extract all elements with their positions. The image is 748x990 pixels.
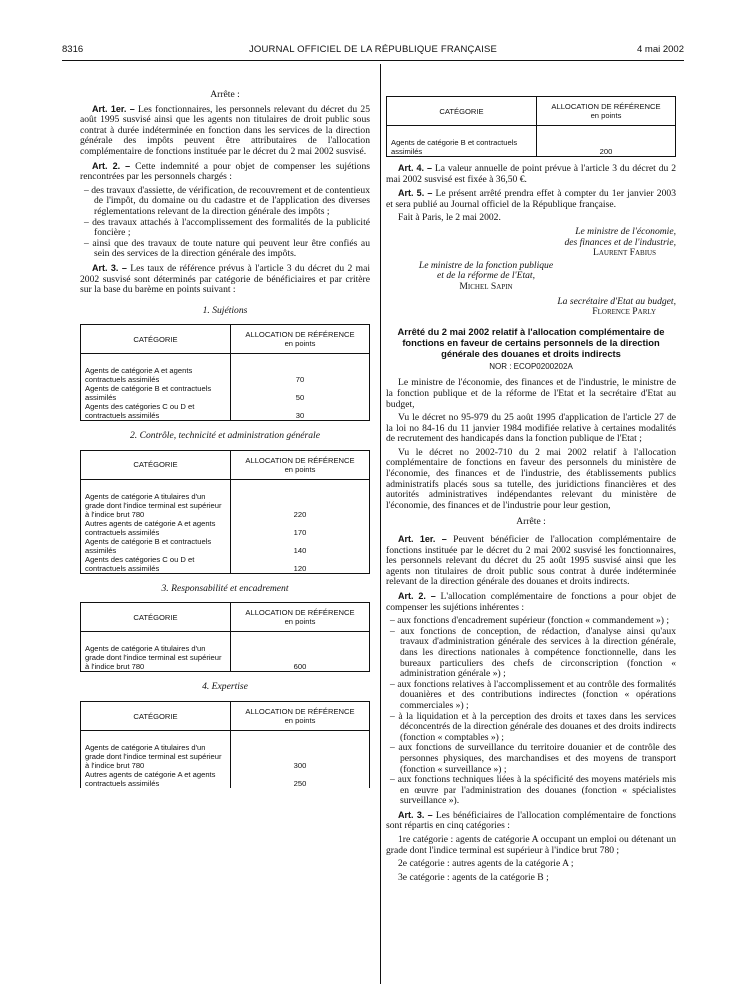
visa: Vu le décret no 95-979 du 25 août 1995 d'application de l'article 27 de la loi no 84-16 du 11 janvier 1984 modifiée relative à certaines modalités de recrutement des handicapés dans la fonction publique de l'Etat ; (386, 412, 676, 445)
category-item: 1re catégorie : agents de catégorie A occupant un emploi ou détenant un grade dont l'indice terminal est supérieur à l'indice brut 780 ; (386, 834, 676, 856)
category-item: 3e catégorie : agents de la catégorie B ; (398, 871, 549, 883)
table-row: Agents de catégorie A et agents contractuels assimilés 70 (81, 366, 370, 384)
right-column (386, 96, 676, 886)
header-rule (62, 60, 684, 61)
section-heading: 3. Responsabilité et encadrement (161, 582, 289, 594)
allocation-table-expertise-continued: CATÉGORIE ALLOCATION DE RÉFÉRENCE en points Agents de catégorie B et contractuels assimilés 200 (386, 96, 676, 157)
list-item: – aux fonctions de surveillance du territoire douanier et de contrôle des personnes physiques, des marchandises et des moyens de transport (fonction « surveillance ») ; (390, 742, 676, 775)
signature-minister-economy: Le ministre de l'économie, des finances et de l'industrie, Laurent Fabius (564, 225, 676, 259)
table-row: Agents de catégorie B et contractuels assimilés 140 (81, 537, 370, 555)
article-1: Art. 1er. – Les fonctionnaires, les personnels relevant du décret du 25 août 1995 susvisé ainsi que les agents non titulaires de droit public sous contrat à durée indéterminée en fonction dans les services de la direction générale des impôts peuvent être attributaires de l'allocation complémentaire de fonctions instituée par le décret du 2 mai 2002 susvisé. (80, 103, 370, 157)
arrete-heading: Arrête : (516, 516, 546, 528)
allocation-table-responsabilite: CATÉGORIE ALLOCATION DE RÉFÉRENCE en points Agents de catégorie A titulaires d'un grade dont l'indice terminal est supérieur à l'indice brut 780 600 (80, 602, 370, 672)
nor-reference: NOR : ECOP0200202A (489, 361, 573, 371)
col-header-category: CATÉGORIE (81, 325, 231, 354)
section-heading: 2. Contrôle, technicité et administration générale (130, 430, 320, 442)
section-heading: 4. Expertise (202, 681, 248, 693)
allocation-table-controle: CATÉGORIE ALLOCATION DE RÉFÉRENCE en points Agents de catégorie A titulaires d'un grade dont l'indice terminal est supérieur à l'indice brut 780 220 Autres agents de catégorie A et agents contractuels assimilés 170 Agents de catégorie B et contractuels assimilés 140 Agents des catégories C ou D et contractuels assimilés 120 (80, 450, 370, 574)
journal-title: JOURNAL OFFICIEL DE LA RÉPUBLIQUE FRANÇAISE (248, 44, 498, 55)
table-row: Agents des catégories C ou D et contractuels assimilés 120 (81, 555, 370, 574)
section-heading: 1. Sujétions (202, 304, 248, 316)
arrete-heading: Arrête : (210, 89, 240, 100)
table-row: Agents de catégorie A titulaires d'un grade dont l'indice terminal est supérieur à l'indice brut 780 220 (81, 492, 370, 519)
list-item: – des travaux d'assiette, de vérification, de recouvrement et de contentieux de l'impôt, du domaine ou du cadastre et de l'application des diverses réglementations relevant de la direction générale des impôts ; (84, 184, 370, 217)
table-row: Autres agents de catégorie A et agents contractuels assimilés 170 (81, 519, 370, 537)
table-row: Agents de catégorie B et contractuels assimilés 200 (387, 138, 676, 157)
table-row: Autres agents de catégorie A et agents contractuels assimilés 250 (81, 770, 370, 788)
article-3: Art. 3. – Les taux de référence prévus à l'article 3 du décret du 2 mai 2002 susvisé sont déterminés par catégorie de bénéficiaires et par critère sur la base du barème en points suivant : (80, 262, 370, 296)
article-5: Art. 5. – Le présent arrêté prendra effet à compter du 1er janvier 2003 et sera publié au Journal officiel de la République française. (386, 188, 676, 210)
list-item: – à la liquidation et à la perception des droits et taxes dans les services déconcentrés de la direction générale des douanes et des droits indirects (fonction « comptables ») ; (390, 710, 676, 743)
signed-date: Fait à Paris, le 2 mai 2002. (398, 212, 501, 224)
table-row: Agents de catégorie A titulaires d'un grade dont l'indice terminal est supérieur à l'indice brut 780 600 (81, 644, 370, 672)
col-header-allocation: ALLOCATION DE RÉFÉRENCE en points (231, 325, 370, 354)
signature-minister-fonction-publique: Le ministre de la fonction publique et de la réforme de l'Etat, Michel Sapin (418, 259, 554, 292)
visa: Vu le décret no 2002-710 du 2 mai 2002 relatif à l'allocation complémentaire de fonctions en faveur des personnels du ministère de l'économie, des finances et de l'industrie, des établissements publics administratifs placés sous sa tutelle, des juridictions financières et des autorités administratives indépendantes relevant du ministère de l'économie, des finances et de l'industrie pour leur gestion, (386, 446, 676, 511)
article-1: Art. 1er. – Peuvent bénéficier de l'allocation complémentaire de fonctions instituée par le décret du 2 mai 2002 susvisé les fonctionnaires, les personnels relevant du décret du 25 août 1995 susvisé ainsi que les agents non titulaires de droit public sous contrat à durée indéterminée relevant de la direction générale des douanes et droits indirects. (386, 534, 676, 588)
list-item: – aux fonctions relatives à l'accomplissement et au contrôle des formalités douanières et des contributions indirectes (fonction « opérations commerciales ») ; (390, 678, 676, 711)
preamble: Le ministre de l'économie, des finances et de l'industrie, le ministre de la fonction publique et de la réforme de l'Etat et la secrétaire d'Etat au budget, (386, 377, 676, 410)
column-divider (380, 64, 381, 984)
page-number: 8316 (62, 44, 84, 55)
page-header (62, 44, 684, 56)
signature-secretary-budget: La secrétaire d'Etat au budget, Florence Parly (557, 295, 676, 318)
article-4: Art. 4. – La valeur annuelle de point prévue à l'article 3 du décret du 2 mai 2002 susvisé est fixée à 36,50 €. (386, 163, 676, 185)
issue-date: 4 mai 2002 (636, 44, 684, 55)
list-item: – aux fonctions de conception, de rédaction, d'analyse ainsi qu'aux travaux d'administration générale des services à la direction générale, dans les directions nationales à compétence fonctionnelle, dans les bureaux particuliers des chefs de circonscription (fonction « administration générale ») ; (390, 625, 676, 680)
category-item: 2e catégorie : autres agents de la catégorie A ; (398, 858, 574, 870)
article-2: Art. 2. – L'allocation complémentaire de fonctions a pour objet de compenser les sujétions inhérentes : (386, 591, 677, 613)
allocation-table-expertise: CATÉGORIE ALLOCATION DE RÉFÉRENCE en points Agents de catégorie A titulaires d'un grade dont l'indice terminal est supérieur à l'indice brut 780 300 Autres agents de catégorie A et agents contractuels assimilés 250 (80, 701, 370, 788)
article-3: Art. 3. – Les bénéficiaires de l'allocation complémentaire de fonctions sont répartis en cinq catégories : (386, 809, 676, 832)
allocation-table-sujetions (80, 324, 370, 421)
list-item: – aux fonctions techniques liées à la spécificité des moyens matériels mis en œuvre par l'administration des douanes (fonction « spécialistes surveillance »). (390, 774, 676, 807)
table-row: Agents des catégories C ou D et contractuels assimilés 30 (81, 402, 370, 421)
left-column (80, 90, 370, 794)
table-row: Agents de catégorie A titulaires d'un grade dont l'indice terminal est supérieur à l'indice brut 780 300 (81, 743, 370, 770)
list-item: – aux fonctions d'encadrement supérieur (fonction « commandement ») ; (390, 615, 670, 627)
table-row: Agents de catégorie B et contractuels assimilés 50 (81, 384, 370, 402)
list-item: – ainsi que des travaux de toute nature qui peuvent leur être confiés au sein des services de la direction générale des impôts. (84, 237, 370, 260)
decree-title: Arrêté du 2 mai 2002 relatif à l'allocation complémentaire de fonctions en faveur de certains personnels de la direction générale des douanes et droits indirects (397, 325, 665, 359)
article-2: Art. 2. – Cette indemnité a pour objet de compenser les sujétions rencontrées par les personnels chargés : (80, 160, 370, 183)
list-item: – des travaux attachés à l'accomplissement des formalités de la publicité foncière ; (84, 216, 370, 239)
